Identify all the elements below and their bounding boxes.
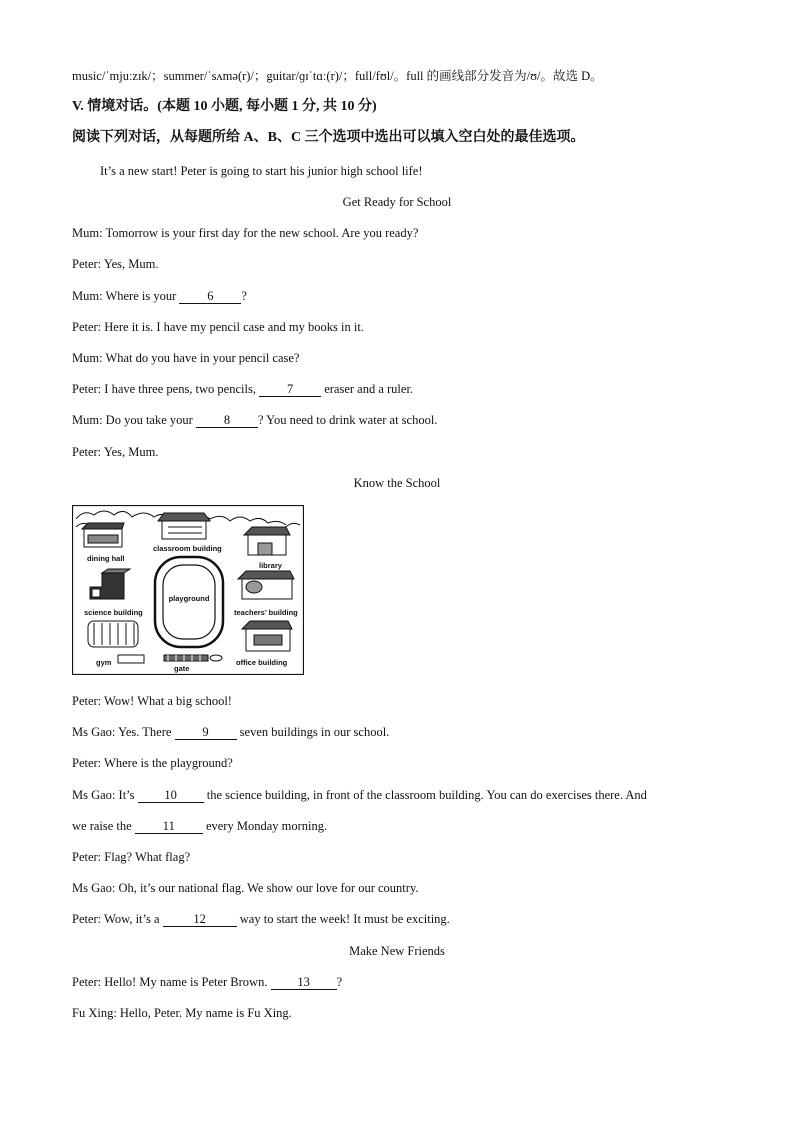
dialogue-line: Ms Gao: It’s 10 the science building, in front of the classroom building. You can do exercises there. And: [72, 788, 647, 802]
section-title: V. 情境对话。(本题 10 小题, 每小题 1 分, 共 10 分): [72, 99, 377, 114]
map-label-science: science building: [84, 608, 143, 617]
map-label-gym: gym: [96, 658, 112, 667]
dialogue-line: Mum: Tomorrow is your first day for the new school. Are you ready?: [72, 226, 419, 240]
opening-sentence: It’s a new start! Peter is going to start his junior high school life!: [100, 164, 423, 178]
dialogue-line: Peter: Yes, Mum.: [72, 445, 159, 459]
part2-heading: Know the School: [353, 476, 441, 490]
dining-hall-drawing: [82, 523, 124, 547]
map-label-office: office building: [236, 658, 288, 667]
instruction: 阅读下列对话，从每题所给 A、B、C 三个选项中选出可以填入空白处的最佳选项。: [72, 130, 585, 145]
map-label-library: library: [259, 561, 282, 570]
dialogue-line: Ms Gao: Oh, it’s our national flag. We show our love for our country.: [72, 881, 419, 895]
teachers-building-drawing: [238, 571, 294, 599]
gate-drawing: [164, 655, 222, 661]
map-label-gate: gate: [174, 664, 190, 673]
blank-9[interactable]: 9: [175, 726, 237, 740]
dialogue-line: Peter: Wow! What a big school!: [72, 694, 232, 708]
dialogue-line: Peter: Where is the playground?: [72, 756, 233, 770]
dialogue-line: Peter: Wow, it’s a 12 way to start the week! It must be exciting.: [72, 912, 450, 926]
classroom-building-drawing: [158, 513, 210, 539]
part3-heading: Make New Friends: [349, 944, 445, 958]
dialogue-line: Mum: What do you have in your pencil case?: [72, 351, 300, 365]
dialogue-line: Peter: Hello! My name is Peter Brown. 13 ?: [72, 975, 343, 989]
previous-answer-line: music/ˈmjuːzɪk/；summer/ˈsʌmə(r)/；guitar/ɡɪˈtɑː(r)/；full/fʊl/。full 的画线部分发音为/ʊ/。故选 D。: [72, 69, 603, 83]
map-label-playground: playground: [168, 594, 210, 603]
dialogue-line: Peter: Flag? What flag?: [72, 850, 191, 864]
map-label-dining: dining hall: [87, 554, 125, 563]
blank-10[interactable]: 10: [138, 789, 204, 803]
part1-heading: Get Ready for School: [342, 195, 452, 209]
map-label-teachers: teachers’ building: [234, 608, 298, 617]
blank-7[interactable]: 7: [259, 383, 321, 397]
blank-6[interactable]: 6: [179, 290, 241, 304]
blank-8[interactable]: 8: [196, 414, 258, 428]
library-drawing: [244, 527, 290, 555]
map-label-classroom: classroom building: [153, 544, 222, 553]
blank-11[interactable]: 11: [135, 820, 203, 834]
dialogue-line: Mum: Do you take your 8 ? You need to drink water at school.: [72, 413, 438, 427]
dialogue-line: Peter: Here it is. I have my pencil case and my books in it.: [72, 320, 364, 334]
dialogue-line: Fu Xing: Hello, Peter. My name is Fu Xing.: [72, 1006, 292, 1020]
blank-13[interactable]: 13: [271, 976, 337, 990]
dialogue-line: Peter: I have three pens, two pencils, 7 eraser and a ruler.: [72, 382, 414, 396]
school-map-image: [72, 505, 304, 675]
dialogue-line: Ms Gao: Yes. There 9 seven buildings in our school.: [72, 725, 390, 739]
dialogue-line: we raise the 11 every Monday morning.: [72, 819, 328, 833]
blank-12[interactable]: 12: [163, 913, 237, 927]
dialogue-line: Peter: Yes, Mum.: [72, 257, 159, 271]
office-building-drawing: [242, 621, 292, 651]
dialogue-line: Mum: Where is your 6 ?: [72, 289, 247, 303]
